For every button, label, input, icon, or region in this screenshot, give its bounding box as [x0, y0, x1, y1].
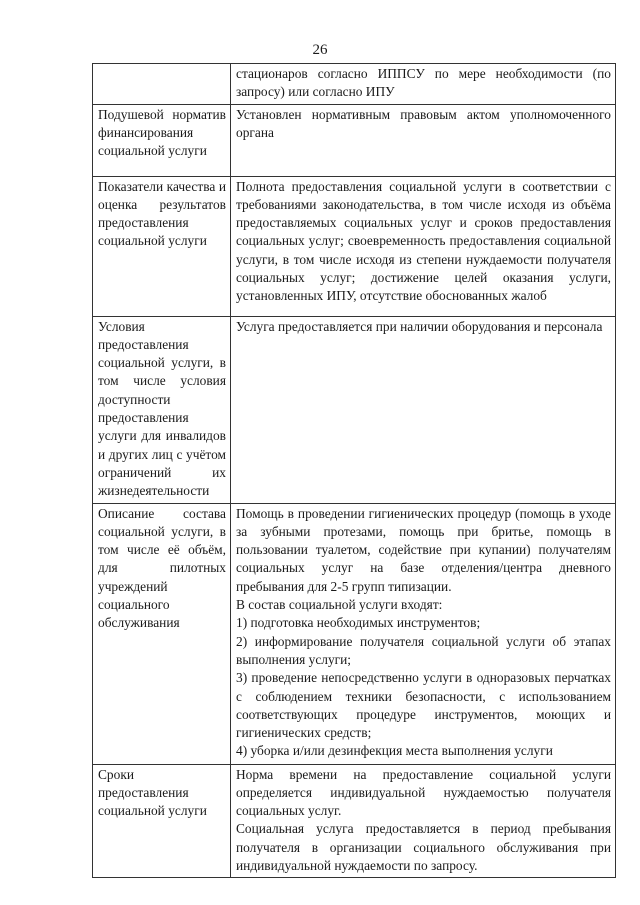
- content-paragraph: 3) проведение непосредственно услуги в одноразовых перчатках с соблюдением техники безопасности, с использованием соответствующих процедуре инструментов, моющих и гигиенических средств;: [236, 670, 611, 741]
- row-label: [93, 64, 231, 105]
- content-paragraph: Полнота предоставления социальной услуги в соответствии с требованиями законодательства, в том числе исходя из объёма предоставляемых социальных услуг и сроков предоставления социальных услуг; своевременность предоставления социальной услуги, в том числе исходя из степени нуждаемости получателя социальных услуг; достижение целей оказания услуги, установленных ИПУ, отсутствие обоснованных жалоб: [236, 178, 611, 304]
- row-content: [231, 503, 616, 764]
- content-paragraph: Норма времени на предоставление социальной услуги определяется индивидуальной нуждаемостью получателя социальных услуг.: [236, 766, 611, 819]
- table-row: [93, 176, 616, 316]
- row-content: [231, 764, 616, 878]
- table-row: [93, 104, 616, 176]
- row-label: Сроки предоставления социальной услуги: [93, 764, 231, 878]
- row-label: Показатели качества и оценка результатов предоставления социальной услуги: [93, 176, 231, 316]
- page-number: 26: [312, 42, 328, 58]
- content-paragraph: стационаров согласно ИППСУ по мере необходимости (по запросу) или согласно ИПУ: [236, 66, 611, 100]
- table-row: [93, 316, 616, 503]
- row-content: [231, 176, 616, 316]
- table-row: [93, 503, 616, 764]
- table-row: [93, 64, 616, 105]
- row-label: Описание состава социальной услуги, в том числе её объём, для пилотных учреждений социального обслуживания: [93, 503, 231, 764]
- content-paragraph: В состав социальной услуги входят:: [236, 597, 443, 613]
- content-paragraph: Услуга предоставляется при наличии оборудования и персонала: [236, 318, 603, 334]
- row-content: [231, 104, 616, 176]
- content-paragraph: Помощь в проведении гигиенических процедур (помощь в уходе за зубными протезами, помощь при бритье, помощь в пользовании туалетом, содействие при купании) получателям социальных услуг на базе отделения/центра дневного пребывания для 2-5 групп типизации.: [236, 505, 611, 594]
- content-paragraph: 4) уборка и/или дезинфекция места выполнения услуги: [236, 743, 553, 759]
- row-label: Условия предоставления социальной услуги, в том числе условия доступности предоставления услуги для инвалидов и других лиц с учётом ограничений их жизнедеятельности: [93, 316, 231, 503]
- content-paragraph: Социальная услуга предоставляется в период пребывания получателя в организации социального обслуживания при индивидуальной нуждаемости по запросу.: [236, 821, 611, 874]
- row-content: [231, 64, 616, 105]
- row-label: Подушевой норматив финансирования социальной услуги: [93, 104, 231, 176]
- table-row: [93, 764, 616, 878]
- service-standard-table: [92, 63, 616, 878]
- row-content: [231, 316, 616, 503]
- content-paragraph: 1) подготовка необходимых инструментов;: [236, 615, 481, 631]
- content-paragraph: 2) информирование получателя социальной услуги об этапах выполнения услуги;: [236, 633, 611, 667]
- content-paragraph: Установлен нормативным правовым актом уполномоченного органа: [236, 106, 611, 140]
